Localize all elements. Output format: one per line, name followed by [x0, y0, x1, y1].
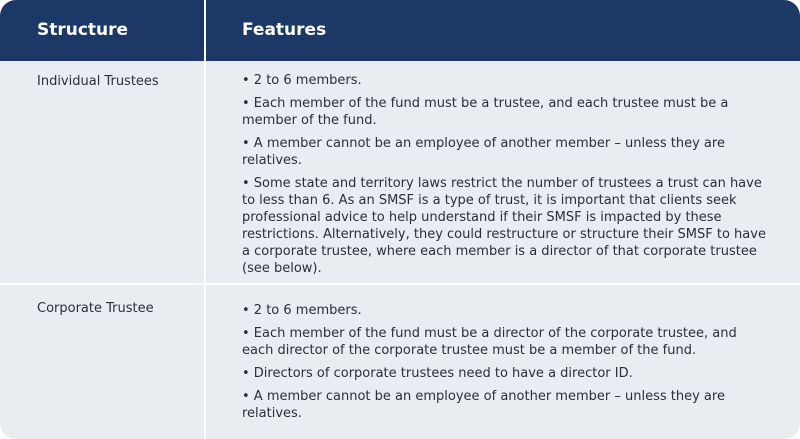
header-features: Features	[242, 20, 327, 40]
row-features-corporate-trustee	[242, 302, 767, 428]
column-divider	[204, 0, 206, 439]
row-features-individual-trustees	[242, 72, 767, 283]
table-header	[0, 0, 800, 61]
feature-item: • A member cannot be an employee of another member – unless they are relatives.	[242, 136, 725, 168]
feature-item: • Some state and territory laws restrict the number of trustees a trust can have to less than 6. As an SMSF is a type of trust, it is important that clients seek professional advice to help understand if their SMSF is impacted by these restrictions. Alternatively, they could restructure or structure their SMSF to have a corporate trustee, where each member is a director of that corporate trustee (see below).	[242, 176, 766, 276]
feature-item: • 2 to 6 members.	[242, 303, 362, 318]
feature-item: • Each member of the fund must be a trustee, and each trustee must be a member of the fund.	[242, 96, 729, 128]
row-label-individual-trustees: Individual Trustees	[37, 74, 159, 89]
feature-item: • Directors of corporate trustees need to have a director ID.	[242, 366, 633, 381]
header-structure: Structure	[37, 20, 129, 40]
row-label-corporate-trustee: Corporate Trustee	[37, 301, 154, 316]
feature-item: • 2 to 6 members.	[242, 73, 362, 88]
feature-item: • A member cannot be an employee of another member – unless they are relatives.	[242, 389, 725, 421]
row-divider	[0, 283, 800, 285]
feature-item: • Each member of the fund must be a director of the corporate trustee, and each director of the corporate trustee must be a member of the fund.	[242, 326, 737, 358]
